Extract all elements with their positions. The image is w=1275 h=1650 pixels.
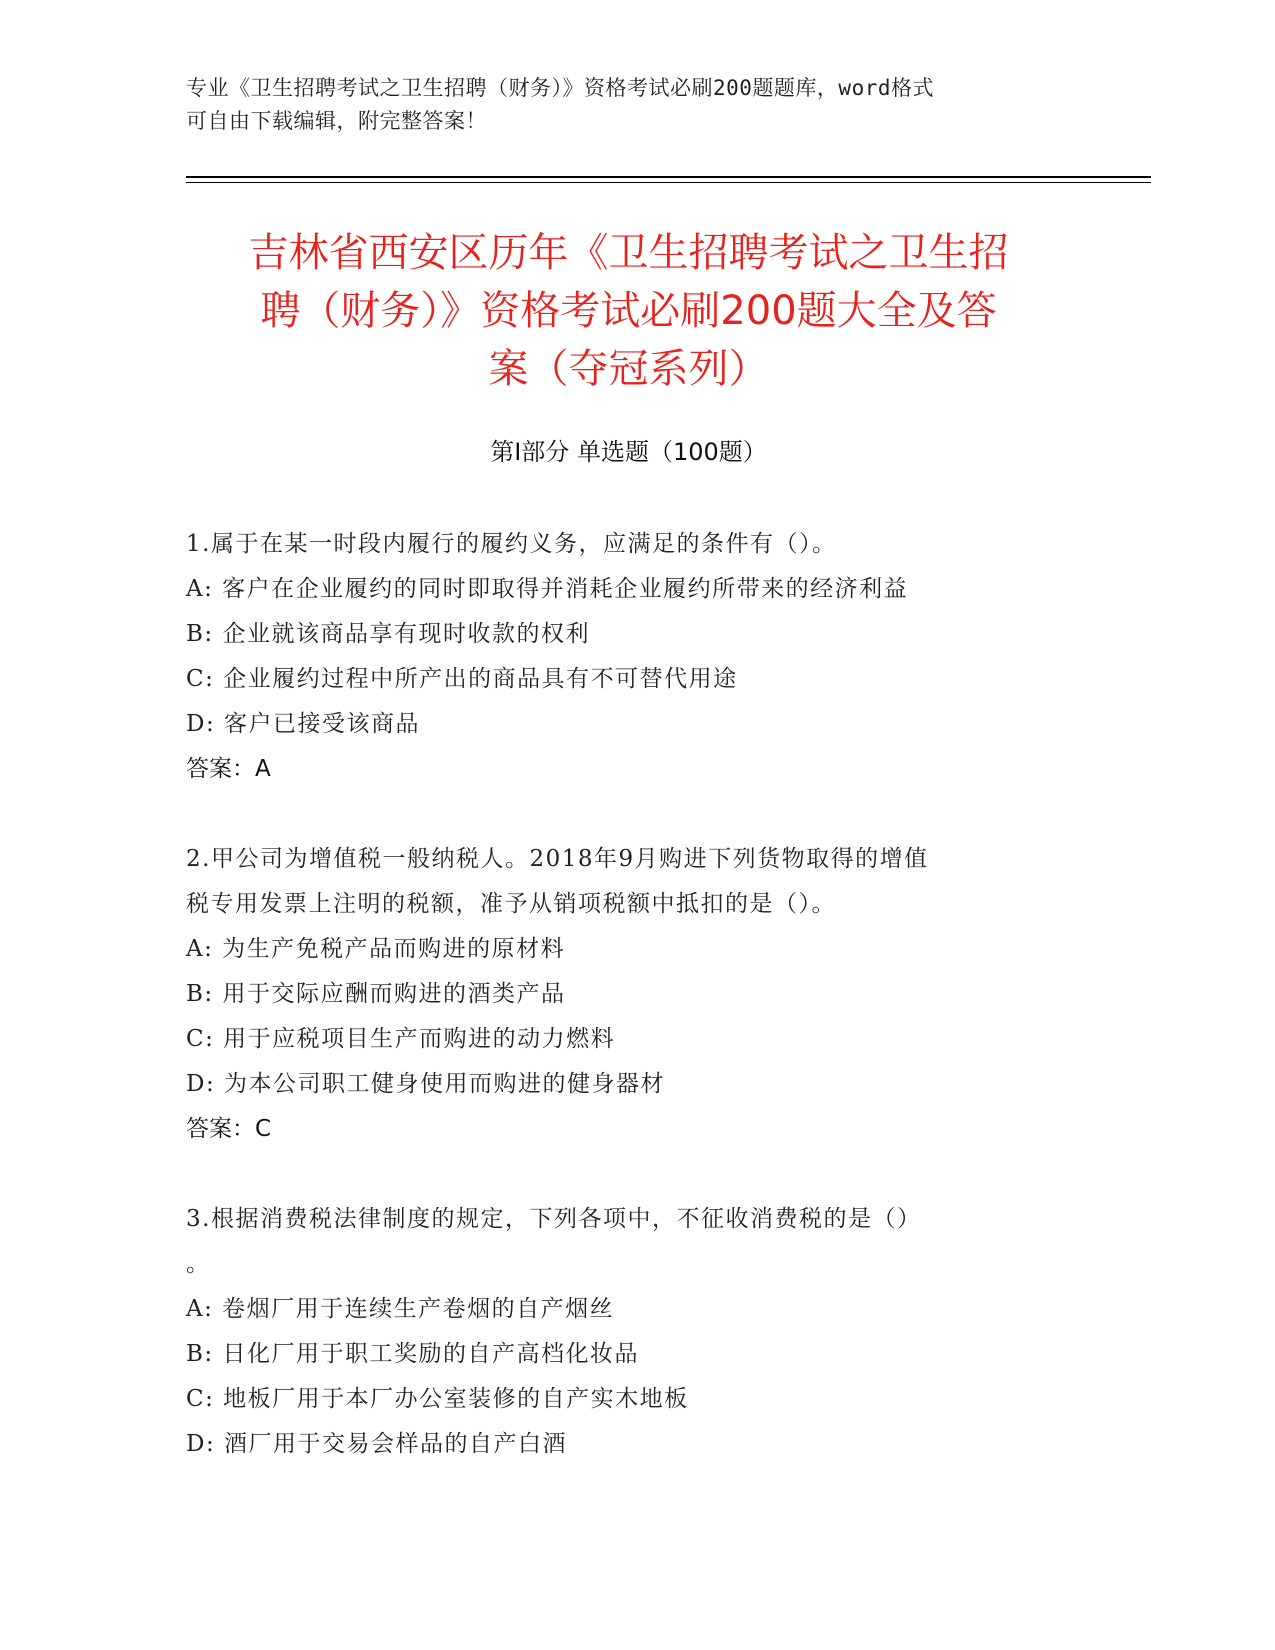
question-stem-line-1: 3.根据消费税法律制度的规定，下列各项中，不征收消费税的是（） bbox=[186, 1206, 922, 1232]
option-d: D: 酒厂用于交易会样品的自产白酒 bbox=[186, 1431, 568, 1457]
header-note bbox=[186, 72, 1066, 138]
question-stem-line-1: 2.甲公司为增值税一般纳税人。2018年9月购进下列货物取得的增值 bbox=[186, 846, 929, 872]
answer: 答案：C bbox=[186, 1116, 272, 1142]
option-a: A: 卷烟厂用于连续生产卷烟的自产烟丝 bbox=[186, 1296, 615, 1322]
question-stem: 1.属于在某一时段内履行的履约义务，应满足的条件有（）。 bbox=[186, 531, 837, 557]
header-divider-thin bbox=[186, 182, 1151, 183]
option-b: B: 用于交际应酬而购进的酒类产品 bbox=[186, 981, 566, 1007]
question-list bbox=[186, 522, 1066, 1467]
document-title bbox=[186, 224, 1071, 398]
option-c: C: 用于应税项目生产而购进的动力燃料 bbox=[186, 1026, 616, 1052]
question-1 bbox=[186, 522, 1066, 792]
option-a: A: 客户在企业履约的同时即取得并消耗企业履约所带来的经济利益 bbox=[186, 576, 909, 602]
answer: 答案：A bbox=[186, 756, 271, 782]
document-title-line-2: 聘（财务）》资格考试必刷200题大全及答 bbox=[260, 288, 997, 334]
option-d: D: 为本公司职工健身使用而购进的健身器材 bbox=[186, 1071, 666, 1097]
question-spacer bbox=[186, 1152, 1066, 1197]
option-d: D: 客户已接受该商品 bbox=[186, 711, 421, 737]
section-title: 第Ⅰ部分 单选题（100题） bbox=[490, 438, 767, 466]
option-b: B: 日化厂用于职工奖励的自产高档化妆品 bbox=[186, 1341, 639, 1367]
option-c: C: 地板厂用于本厂办公室装修的自产实木地板 bbox=[186, 1386, 689, 1412]
document-title-line-3: 案（夺冠系列） bbox=[488, 346, 769, 392]
question-3 bbox=[186, 1197, 1066, 1467]
option-c: C: 企业履约过程中所产出的商品具有不可替代用途 bbox=[186, 666, 738, 692]
question-spacer bbox=[186, 792, 1066, 837]
question-stem-line-2: 税专用发票上注明的税额，准予从销项税额中抵扣的是（）。 bbox=[186, 891, 836, 917]
option-b: B: 企业就该商品享有现时收款的权利 bbox=[186, 621, 590, 647]
header-note-line-1: 专业《卫生招聘考试之卫生招聘（财务）》资格考试必刷200题题库，word格式 bbox=[186, 76, 934, 100]
document-title-line-1: 吉林省西安区历年《卫生招聘考试之卫生招 bbox=[248, 230, 1009, 276]
question-2 bbox=[186, 837, 1066, 1152]
header-divider-thick bbox=[186, 176, 1151, 178]
question-stem-line-2: 。 bbox=[186, 1251, 211, 1277]
header-note-line-2: 可自由下载编辑，附完整答案！ bbox=[186, 109, 487, 133]
option-a: A: 为生产免税产品而购进的原材料 bbox=[186, 936, 566, 962]
